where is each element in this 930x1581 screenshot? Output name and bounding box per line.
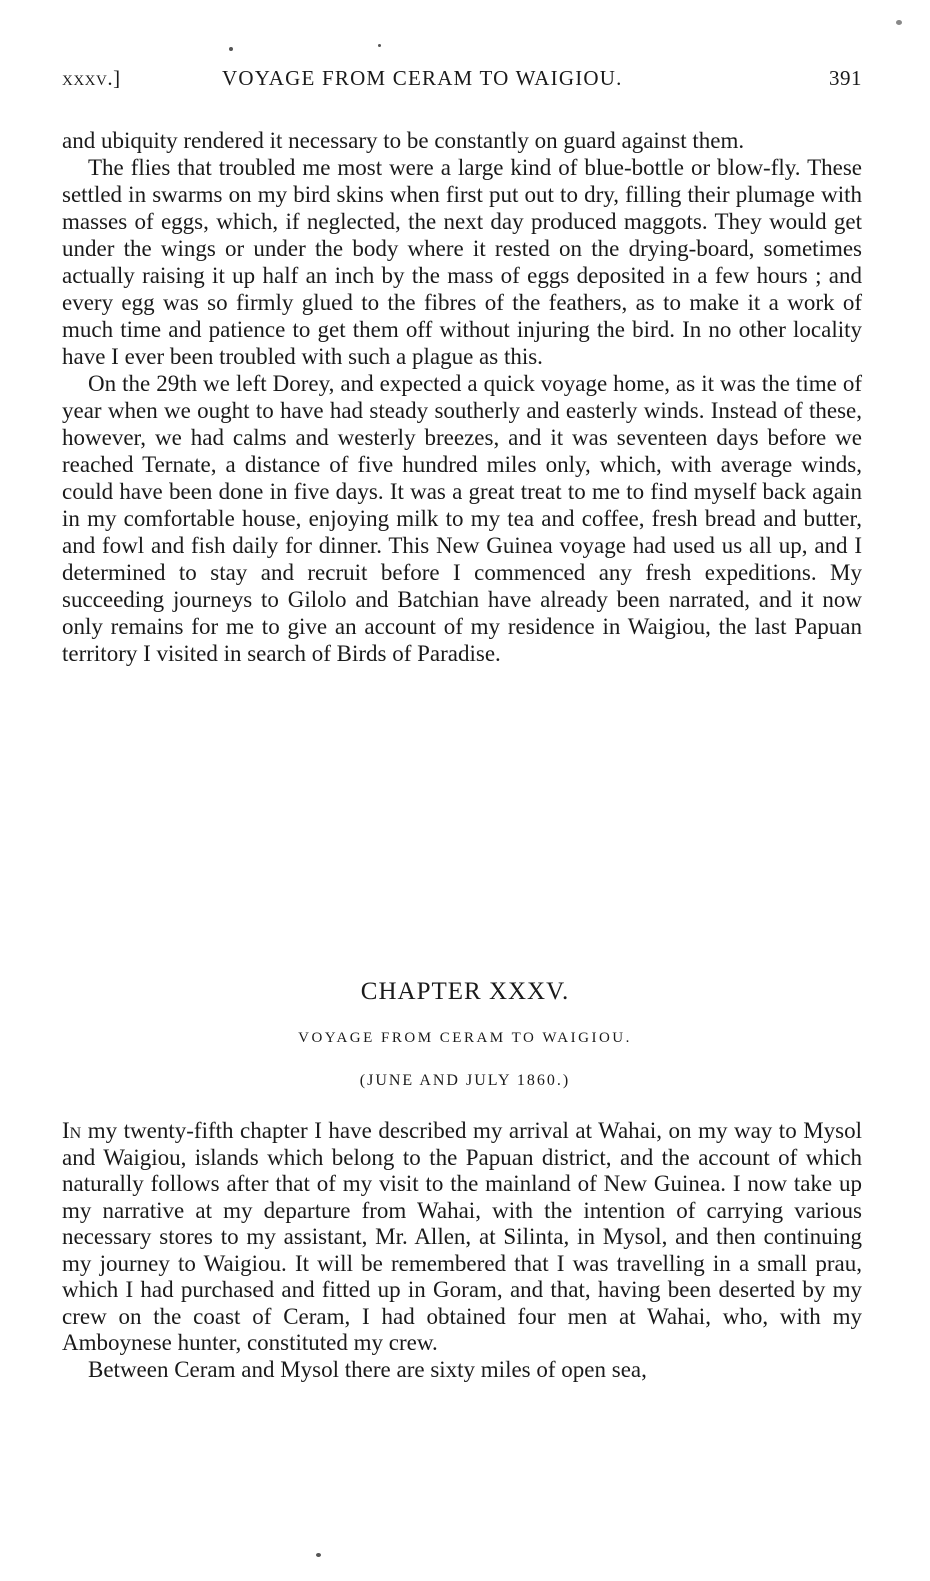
opening-word: In [62, 1118, 82, 1143]
chapter-date: (JUNE AND JULY 1860.) [359, 1072, 571, 1089]
chapter-subtitle: VOYAGE FROM CERAM TO WAIGIOU. [298, 1030, 632, 1046]
running-head [62, 66, 862, 96]
chapter-opening-paragraph [62, 1118, 862, 1357]
scan-speck [378, 44, 381, 47]
continued-text-block [62, 127, 862, 667]
scan-speck [316, 1553, 321, 1557]
running-head-chapter: xxxv.] [62, 66, 121, 90]
chapter-text-block [62, 1118, 862, 1383]
paragraph: On the 29th we left Dorey, and expected a quick voyage home, as it was the time of year when we ought to have had steady southerly and easterly winds. Instead of these, however, we had calms and westerly breezes, and it was seventeen days before we reached Ternate, a distance of five hundred miles only, which, with average winds, could have been done in five days. It was a great treat to me to find myself back again in my comfortable house, enjoying milk to my tea and coffee, fresh bread and butter, and fowl and fish daily for dinner. This New Guinea voyage had used us all up, and I determined to stay and recruit before I commenced any fresh expeditions. My succeeding journeys to Gilolo and Batchian have already been narrated, and it now only remains for me to give an account of my residence in Waigiou, the last Papuan territory I visited in search of Birds of Paradise. [62, 371, 862, 666]
page-number: 391 [829, 66, 862, 90]
running-head-title: VOYAGE FROM CERAM TO WAIGIOU. [222, 66, 623, 90]
paragraph: and ubiquity rendered it necessary to be constantly on guard against them. [62, 128, 745, 153]
chapter-heading: CHAPTER XXXV. [360, 978, 570, 1005]
paragraph-text: my twenty-fifth chapter I have described my arrival at Wahai, on my way to Mysol and Waigiou, islands which belong to the Papuan district, and the account of which naturally follows after that of my visit to the mainland of New Guinea. I now take up my narrative at my departure from Wahai, with the intention of carrying various necessary stores to my assistant, Mr. Allen, at Silinta, in Mysol, and then continuing my journey to Waigiou. It will be remembered that I was travelling in a small prau, which I had purchased and fitted up in Goram, and that, having been deserted by my crew on the coast of Ceram, I had obtained four men at Wahai, who, with my Amboynese hunter, constituted my crew. [62, 1118, 863, 1355]
paragraph: The flies that troubled me most were a large kind of blue-bottle or blow-fly. These settled in swarms on my bird skins when first put out to dry, filling their plumage with masses of eggs, which, if neglected, the next day produced maggots. They would get under the wings or under the body where it rested on the drying-board, sometimes actually raising it up half an inch by the mass of eggs deposited in a few hours ; and every egg was so firmly glued to the fibres of the feathers, as to make it a work of much time and patience to get them off without injuring the bird. In no other locality have I ever been troubled with such a plague as this. [62, 155, 862, 369]
scan-speck [229, 47, 233, 51]
scan-speck [896, 20, 902, 25]
paragraph: Between Ceram and Mysol there are sixty miles of open sea, [88, 1356, 647, 1382]
